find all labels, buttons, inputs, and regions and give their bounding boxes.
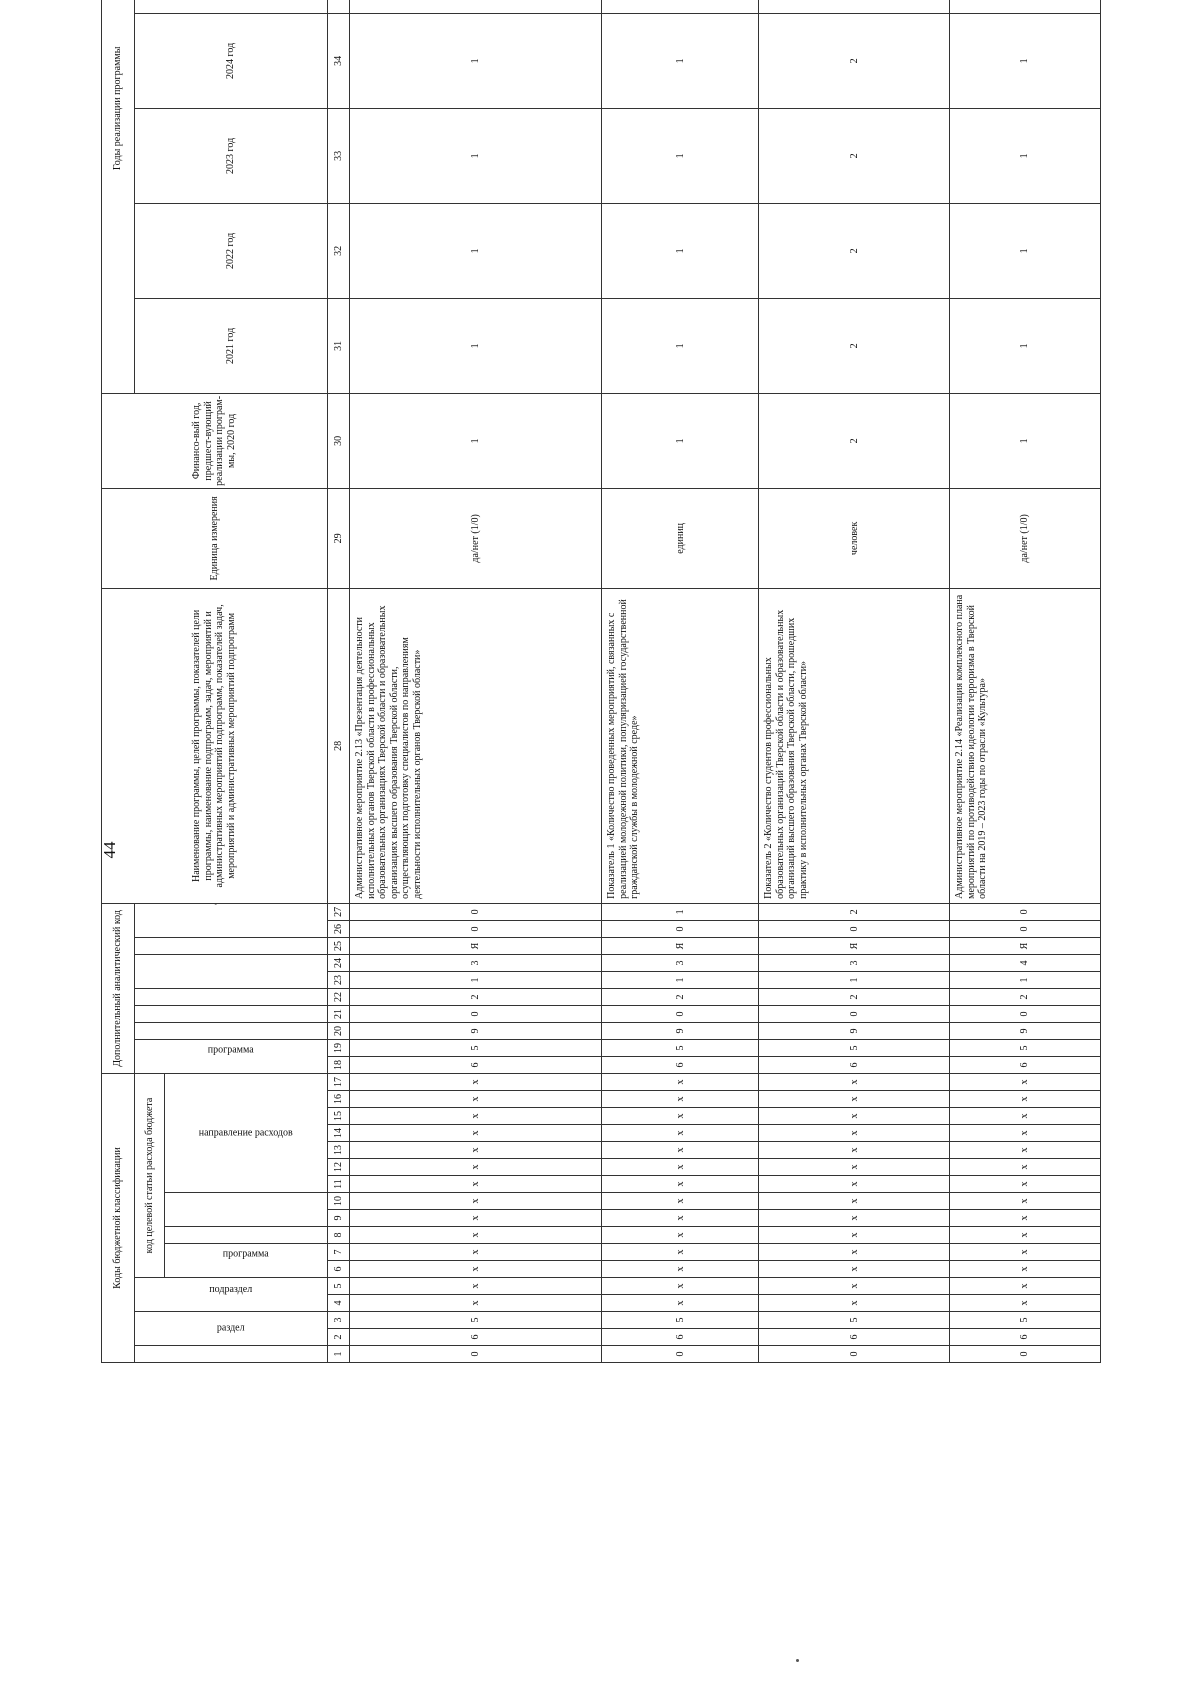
row-name: Показатель 2 «Количество студентов профессиональных образовательных организаций Тверской области и образовательных организаций высшего образования Тверской области, прошедших практику в исполнительных органах Тверской области»	[759, 588, 950, 903]
code-cell: 2	[950, 988, 1101, 1005]
code-cell: 3	[350, 954, 602, 971]
code-cell: 5	[602, 1039, 759, 1056]
header-y2021: 2021 год	[134, 298, 327, 393]
value-cell: 1	[350, 298, 602, 393]
code-cell: 6	[950, 1329, 1101, 1346]
header-y2024: 2024 год	[134, 13, 327, 108]
code-cell: 1	[350, 971, 602, 988]
column-number: 23	[327, 971, 349, 988]
code-cell: х	[950, 1108, 1101, 1125]
code-cell: 6	[602, 1056, 759, 1073]
column-number: 11	[327, 1176, 349, 1193]
row-unit: да/нет (1/0)	[350, 488, 602, 588]
code-cell: х	[759, 1073, 950, 1090]
rotated-table-sheet	[101, 0, 1101, 1363]
header-d-subprogram	[134, 1022, 327, 1039]
column-number: 21	[327, 1005, 349, 1022]
code-cell: х	[602, 1125, 759, 1142]
code-cell: 0	[350, 1005, 602, 1022]
column-number: 14	[327, 1125, 349, 1142]
code-cell: 0	[950, 903, 1101, 920]
table-row	[602, 0, 759, 1363]
code-cell: х	[350, 1193, 602, 1210]
header-d-program: программа	[134, 1039, 327, 1073]
code-cell: х	[350, 1210, 602, 1227]
header-budget-codes: Коды бюджетной классификации	[102, 1073, 135, 1362]
code-cell: 3	[759, 954, 950, 971]
code-cell: х	[759, 1261, 950, 1278]
code-cell: х	[602, 1091, 759, 1108]
code-cell: х	[350, 1125, 602, 1142]
code-cell: х	[950, 1210, 1101, 1227]
column-number: 22	[327, 988, 349, 1005]
row-unit: единиц	[602, 488, 759, 588]
code-cell: 3	[602, 954, 759, 971]
code-cell: х	[350, 1278, 602, 1295]
value-cell: 1	[950, 298, 1101, 393]
code-cell: 4	[950, 954, 1101, 971]
column-number: 5	[327, 1278, 349, 1295]
header-d-indicator	[134, 903, 327, 937]
code-cell: 0	[602, 1346, 759, 1363]
column-number: 7	[327, 1244, 349, 1261]
code-cell: 1	[950, 971, 1101, 988]
column-number: 16	[327, 1091, 349, 1108]
value-cell	[602, 0, 759, 13]
code-cell: 0	[602, 1005, 759, 1022]
code-cell: 0	[602, 920, 759, 937]
header-subprogram	[165, 1227, 328, 1244]
column-number-row	[327, 0, 349, 1363]
code-cell: х	[950, 1073, 1101, 1090]
column-number: 6	[327, 1261, 349, 1278]
code-cell: 0	[950, 920, 1101, 937]
code-cell: х	[759, 1295, 950, 1312]
header-additional-code: Дополнительный аналитический код	[102, 903, 135, 1073]
code-cell: 6	[759, 1056, 950, 1073]
column-number: 8	[327, 1227, 349, 1244]
table-row	[350, 0, 602, 1363]
header-d-event	[134, 954, 327, 988]
code-cell: х	[950, 1142, 1101, 1159]
code-cell: х	[350, 1142, 602, 1159]
column-number: 27	[327, 903, 349, 920]
code-cell: 0	[759, 920, 950, 937]
code-cell: х	[950, 1244, 1101, 1261]
value-cell: 1	[350, 393, 602, 488]
code-cell: 1	[602, 971, 759, 988]
column-number: 10	[327, 1193, 349, 1210]
code-cell: 0	[759, 1005, 950, 1022]
column-number: 2	[327, 1329, 349, 1346]
code-cell: х	[759, 1244, 950, 1261]
code-cell: 5	[950, 1039, 1101, 1056]
code-cell: 2	[759, 988, 950, 1005]
code-cell: 6	[759, 1329, 950, 1346]
page-number: 44	[100, 841, 119, 859]
code-cell: 9	[350, 1022, 602, 1039]
value-cell: 1	[950, 13, 1101, 108]
code-cell: Я	[950, 937, 1101, 954]
code-cell: х	[759, 1125, 950, 1142]
header-years-group: Годы реализации программы	[102, 0, 135, 393]
code-cell: х	[602, 1073, 759, 1090]
column-number: 24	[327, 954, 349, 971]
code-cell: х	[950, 1295, 1101, 1312]
program-indicators-table	[101, 0, 1101, 1363]
code-cell: 2	[602, 988, 759, 1005]
column-number: 33	[327, 108, 349, 203]
header-fin-year: Финансо-вый год, предшест-вующий реализации програм-мы, 2020 год	[102, 393, 328, 488]
code-cell: х	[602, 1108, 759, 1125]
header-row-1	[102, 0, 135, 1363]
column-number	[327, 0, 349, 13]
column-number: 19	[327, 1039, 349, 1056]
code-cell: 0	[350, 1346, 602, 1363]
value-cell: 1	[950, 108, 1101, 203]
header-unit: Единица измерения	[102, 488, 328, 588]
value-cell: 1	[602, 108, 759, 203]
value-cell: 2	[759, 393, 950, 488]
header-d-goal	[134, 1005, 327, 1022]
value-cell: 1	[602, 298, 759, 393]
code-cell: х	[350, 1073, 602, 1090]
code-cell: 5	[950, 1312, 1101, 1329]
column-number: 25	[327, 937, 349, 954]
code-cell: х	[950, 1261, 1101, 1278]
code-cell: 0	[950, 1005, 1101, 1022]
code-cell: 9	[950, 1022, 1101, 1039]
code-cell: х	[350, 1227, 602, 1244]
header-y2023: 2023 год	[134, 108, 327, 203]
column-number: 31	[327, 298, 349, 393]
row-name: Административное мероприятие 2.13 «Презентация деятельности исполнительных органов Тверской области в профессиональных образовательных организациях Тверской области и образовательных организациях высшего образования Тверской области, осуществляющих подготовку специалистов по направлениям деятельности исполнительных органов Тверской области»	[350, 588, 602, 903]
row-unit: да/нет (1/0)	[950, 488, 1101, 588]
code-cell: х	[350, 1295, 602, 1312]
column-number: 17	[327, 1073, 349, 1090]
code-cell: х	[950, 1227, 1101, 1244]
value-cell: 1	[350, 108, 602, 203]
value-cell: 2	[759, 13, 950, 108]
code-cell: 5	[602, 1312, 759, 1329]
code-cell: 6	[602, 1329, 759, 1346]
value-cell: 2	[759, 108, 950, 203]
header-y2022: 2022 год	[134, 203, 327, 298]
code-cell: х	[759, 1142, 950, 1159]
code-cell: 5	[759, 1312, 950, 1329]
column-number: 9	[327, 1210, 349, 1227]
code-cell: х	[759, 1176, 950, 1193]
column-number: 26	[327, 920, 349, 937]
code-cell: х	[602, 1227, 759, 1244]
code-cell: 2	[350, 988, 602, 1005]
code-cell: х	[350, 1176, 602, 1193]
column-number: 18	[327, 1056, 349, 1073]
row-name: Показатель 1 «Количество проведенных мероприятий, связанных с реализацией молодежной политики, популяризацией государственной гражданской службы в молодежной среде»	[602, 588, 759, 903]
row-name: Административное мероприятие 2.14 «Реализация комплексного плана мероприятий по противодействию идеологии терроризма в Тверской области на 2019 – 2023 годы по отрасли «Культура»	[950, 588, 1101, 903]
column-number: 20	[327, 1022, 349, 1039]
value-cell: 1	[950, 393, 1101, 488]
code-cell: Я	[759, 937, 950, 954]
header-subsection: подраздел	[134, 1278, 327, 1312]
code-cell: х	[602, 1244, 759, 1261]
code-cell: х	[350, 1108, 602, 1125]
column-number: 1	[327, 1346, 349, 1363]
code-cell: х	[602, 1159, 759, 1176]
scan-speck	[796, 1659, 799, 1662]
code-cell: 6	[350, 1329, 602, 1346]
column-number: 15	[327, 1108, 349, 1125]
value-cell: 1	[602, 13, 759, 108]
code-cell: х	[950, 1176, 1101, 1193]
code-cell: х	[759, 1210, 950, 1227]
value-cell: 2	[759, 298, 950, 393]
column-number: 34	[327, 13, 349, 108]
column-number: 30	[327, 393, 349, 488]
code-cell: 6	[350, 1056, 602, 1073]
code-cell: х	[602, 1261, 759, 1278]
column-number: 29	[327, 488, 349, 588]
value-cell: 2	[759, 203, 950, 298]
code-cell: х	[759, 1159, 950, 1176]
code-cell: х	[602, 1142, 759, 1159]
code-cell: х	[759, 1091, 950, 1108]
code-cell: х	[602, 1193, 759, 1210]
header-name: Наименование программы, целей программы, показателей цели программы, наименование подпрограмм, задач, мероприятий и административных мероприятий подпрограмм, показателей задач, мероприятий и административных мероприятий подпрограмм	[102, 588, 328, 903]
table-row	[950, 0, 1101, 1363]
table-row	[759, 0, 950, 1363]
header-admin-code	[134, 1346, 327, 1363]
code-cell: Я	[350, 937, 602, 954]
header-section: раздел	[134, 1312, 327, 1346]
code-cell: 0	[350, 903, 602, 920]
code-cell: х	[950, 1278, 1101, 1295]
code-cell: х	[950, 1091, 1101, 1108]
code-cell: х	[759, 1108, 950, 1125]
value-cell	[950, 0, 1101, 13]
header-y2025	[134, 0, 327, 13]
code-cell: х	[350, 1261, 602, 1278]
code-cell: х	[350, 1091, 602, 1108]
code-cell: х	[602, 1210, 759, 1227]
column-number: 12	[327, 1159, 349, 1176]
code-cell: х	[602, 1295, 759, 1312]
column-number: 32	[327, 203, 349, 298]
code-cell: х	[950, 1125, 1101, 1142]
code-cell: х	[602, 1176, 759, 1193]
header-expense-direction: направление расходов	[165, 1073, 328, 1192]
code-cell: 2	[759, 903, 950, 920]
column-number: 3	[327, 1312, 349, 1329]
code-cell: х	[350, 1244, 602, 1261]
code-cell: 0	[950, 1346, 1101, 1363]
header-d-task	[134, 988, 327, 1005]
code-cell: 1	[602, 903, 759, 920]
row-unit: человек	[759, 488, 950, 588]
code-cell: х	[950, 1159, 1101, 1176]
code-cell: х	[350, 1159, 602, 1176]
code-cell: х	[759, 1193, 950, 1210]
value-cell	[759, 0, 950, 13]
code-cell: 9	[759, 1022, 950, 1039]
code-cell: х	[759, 1278, 950, 1295]
code-cell: 5	[759, 1039, 950, 1056]
value-cell: 1	[350, 203, 602, 298]
code-cell: х	[602, 1278, 759, 1295]
value-cell	[350, 0, 602, 13]
column-number: 13	[327, 1142, 349, 1159]
header-subprogram-task	[165, 1193, 328, 1227]
code-cell: 1	[759, 971, 950, 988]
column-number: 4	[327, 1295, 349, 1312]
column-number: 28	[327, 588, 349, 903]
value-cell: 1	[602, 203, 759, 298]
code-cell: х	[759, 1227, 950, 1244]
code-cell: 5	[350, 1312, 602, 1329]
code-cell: 0	[350, 920, 602, 937]
code-cell: х	[950, 1193, 1101, 1210]
code-cell: 5	[350, 1039, 602, 1056]
code-cell: 6	[950, 1056, 1101, 1073]
value-cell: 1	[350, 13, 602, 108]
value-cell: 1	[602, 393, 759, 488]
code-cell: Я	[602, 937, 759, 954]
header-d-analytic	[134, 937, 327, 954]
value-cell: 1	[950, 203, 1101, 298]
header-target-article: код целевой статьи расхода бюджета	[134, 1073, 165, 1277]
code-cell: 9	[602, 1022, 759, 1039]
header-program: программа	[165, 1244, 328, 1278]
code-cell: 0	[759, 1346, 950, 1363]
